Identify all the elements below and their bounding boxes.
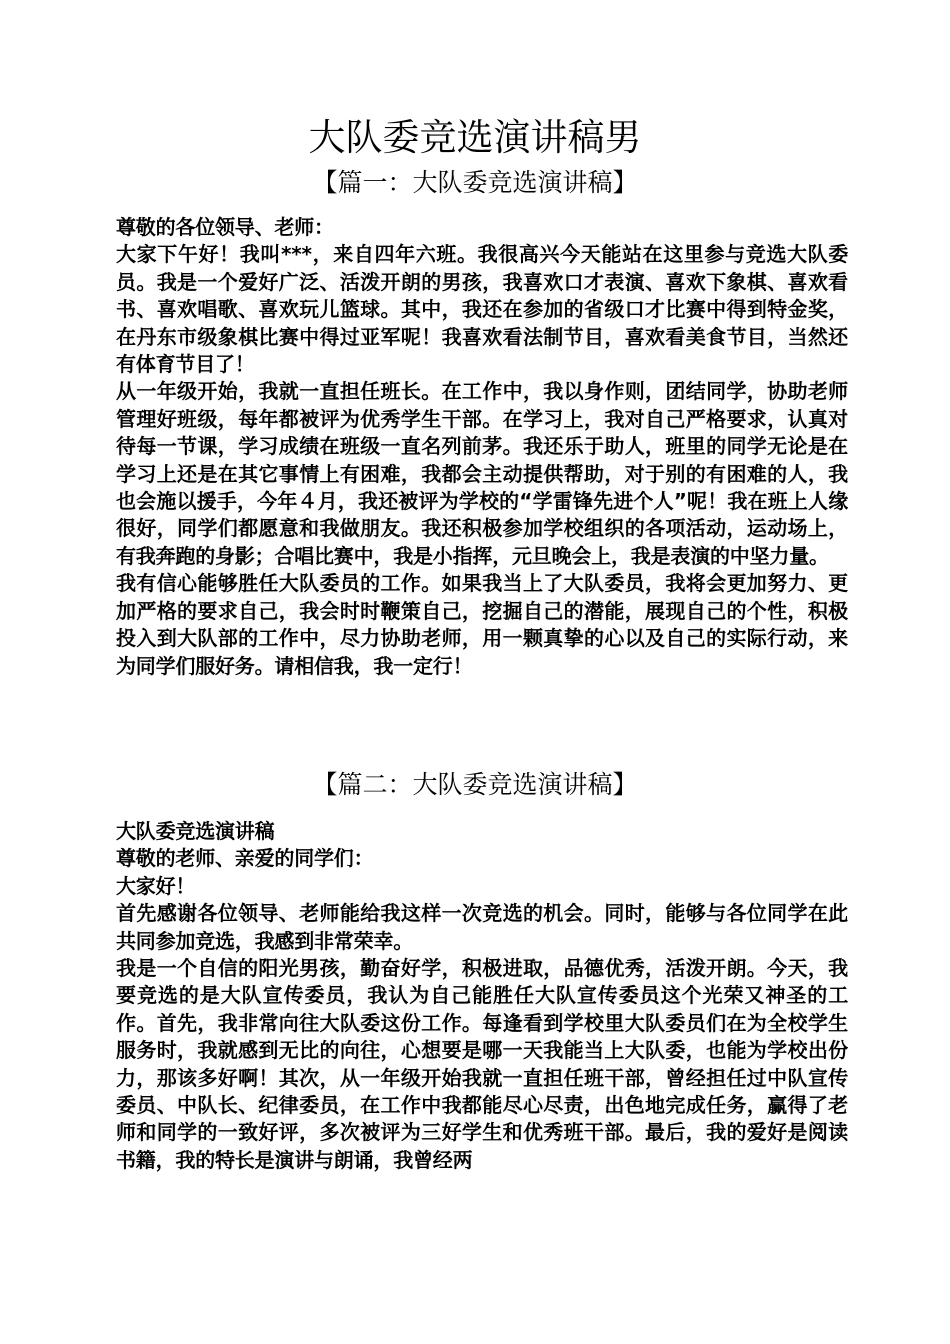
paragraph: 尊敬的各位领导、老师： — [116, 215, 334, 239]
section-heading-2: 【篇二：大队委竞选演讲稿】 — [312, 770, 638, 799]
section-2-body — [116, 818, 848, 1174]
paragraph: 我是一个自信的阳光男孩，勤奋好学，积极进取，品德优秀，活泼开朗。今天，我要竞选的是大队宣传委员，我认为自己能胜任大队宣传委员这个光荣又神圣的工作。首先，我非常向往大队委这份工作。每逢看到学校里大队委员们在为全校学生服务时，我就感到无比的向往，心想要是哪一天我能当上大队委，也能为学校出份力，那该多好啊！其次，从一年级开始我就一直担任班干部，曾经担任过中队宣传委员、中队长、纪律委员，在工作中我都能尽心尽责，出色地完成任务，赢得了老师和同学的一致好评，多次被评为三好学生和优秀班干部。最后，我的爱好是阅读书籍，我的特长是演讲与朗诵，我曾经两 — [116, 956, 848, 1172]
section-1-body — [116, 214, 848, 680]
paragraph: 从一年级开始，我就一直担任班长。在工作中，我以身作则，团结同学，协助老师管理好班级，每年都被评为优秀学生干部。在学习上，我对自己严格要求，认真对待每一节课，学习成绩在班级一直名列前茅。我还乐于助人，班里的同学无论是在学习上还是在其它事情上有困难，我都会主动提供帮助，对于别的有困难的人，我也会施以援手，今年４月，我还被评为学校的“学雷锋先进个人”呢！我在班上人缘很好，同学们都愿意和我做朋友。我还积极参加学校组织的各项活动，运动场上，有我奔跑的身影；合唱比赛中，我是小指挥，元旦晚会上，我是表演的中坚力量。 — [116, 379, 848, 568]
page-title: 大队委竞选演讲稿男 — [308, 116, 642, 159]
paragraph: 首先感谢各位领导、老师能给我这样一次竞选的机会。同时，能够与各位同学在此共同参加竞选，我感到非常荣幸。 — [116, 901, 848, 953]
paragraph: 尊敬的老师、亲爱的同学们： — [116, 846, 374, 871]
paragraph: 大家下午好！我叫***，来自四年六班。我很高兴今天能站在这里参与竞选大队委员。我是一个爱好广泛、活泼开朗的男孩，我喜欢口才表演、喜欢下象棋、喜欢看书、喜欢唱歌、喜欢玩儿篮球。其中，我还在参加的省级口才比赛中得到特金奖，在丹东市级象棋比赛中得过亚军呢！我喜欢看法制节目，喜欢看美食节目，当然还有体育节目了！ — [116, 242, 848, 377]
paragraph: 大队委竞选演讲稿 — [116, 819, 275, 843]
paragraph: 大家好！ — [116, 873, 196, 898]
paragraph: 我有信心能够胜任大队委员的工作。如果我当上了大队委员，我将会更加努力、更加严格的要求自己，我会时时鞭策自己，挖掘自己的潜能，展现自己的个性，积极投入到大队部的工作中，尽力协助老师，用一颗真挚的心以及自己的实际行动，来为同学们服好务。请相信我，我一定行！ — [116, 571, 848, 678]
section-heading-1: 【篇一：大队委竞选演讲稿】 — [312, 168, 638, 197]
